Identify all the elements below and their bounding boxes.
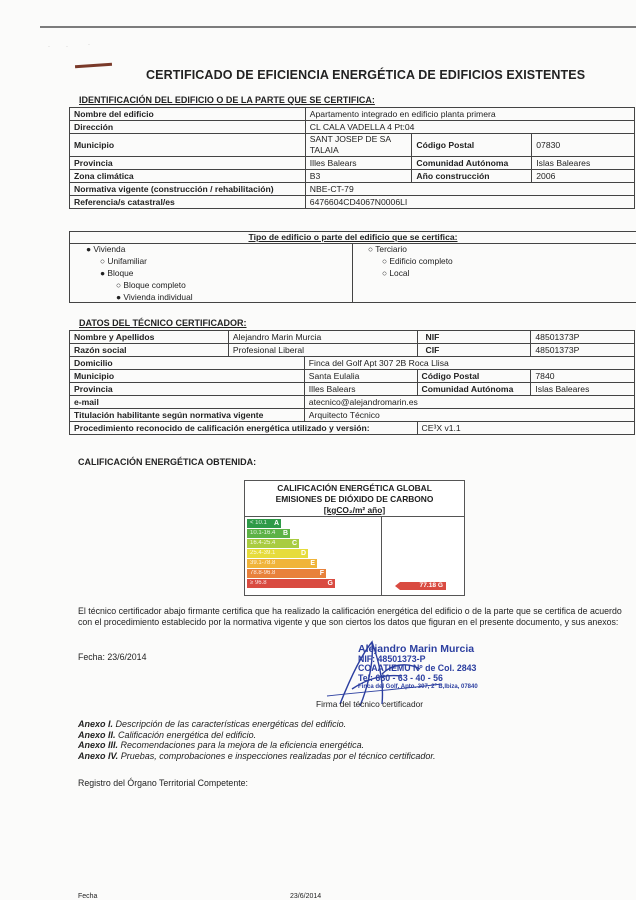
- option-label: Terciario: [375, 244, 407, 254]
- energy-bar-range: < 10.1: [250, 520, 267, 526]
- tipo-edificio-box: [69, 231, 636, 303]
- energy-bar-letter: A: [273, 520, 279, 527]
- provincia-value: Illes Balears: [304, 383, 417, 396]
- direccion-label: Dirección: [70, 121, 306, 134]
- declaracion-text: El técnico certificador abajo firmante certifica que ha realizado la calificación energética del edificio o de la parte que se certifica de acuerdo con el procedimiento establecido por la normativa vigente y que son ciertos los datos que figuran en el presente documento, y sus anexos:: [78, 606, 622, 627]
- energy-bar-letter: E: [310, 560, 315, 567]
- energy-bar-letter: C: [291, 540, 297, 547]
- filled-bullet-icon: ●: [86, 244, 94, 254]
- option-label: Edificio completo: [389, 256, 453, 266]
- stamp-colegiado: COAATIEMU Nº de Col. 2843: [358, 663, 477, 673]
- option-bloque[interactable]: [100, 268, 133, 278]
- municipio-label: Municipio: [70, 134, 306, 157]
- table-row: [70, 108, 635, 121]
- scan-speck: ·: [66, 44, 68, 50]
- option-bloque-completo[interactable]: [116, 280, 186, 290]
- provincia-label: Provincia: [70, 157, 306, 170]
- list-item: [78, 740, 436, 751]
- nombre-value: Apartamento integrado en edificio planta primera: [305, 108, 634, 121]
- option-label: Unifamiliar: [107, 256, 147, 266]
- energy-bar-letter: B: [282, 530, 288, 537]
- energy-bar-a: [247, 519, 281, 528]
- divider: [70, 243, 636, 244]
- razon-value: Profesional Liberal: [228, 344, 417, 357]
- energy-bar-range: 78.8-96.8: [250, 570, 276, 576]
- energy-bar-letter: F: [319, 570, 324, 577]
- anexo-title: Anexo IV.: [78, 750, 119, 761]
- scan-speck: ·: [48, 44, 50, 50]
- identificacion-table: [69, 107, 635, 209]
- table-row: [70, 370, 635, 383]
- zona-value: B3: [305, 170, 412, 183]
- table-row: [70, 331, 635, 344]
- cif-label: CIF: [417, 344, 531, 357]
- empty-bullet-icon: ○: [100, 256, 108, 266]
- table-row: [70, 170, 635, 183]
- energy-bar-range: 25.4-39.1: [250, 550, 276, 556]
- identificacion-heading: IDENTIFICACIÓN DEL EDIFICIO O DE LA PARTE QUE SE CERTIFICA:: [79, 95, 375, 105]
- table-row: [70, 357, 635, 370]
- option-local[interactable]: [382, 268, 409, 278]
- empty-bullet-icon: ○: [382, 268, 390, 278]
- anexo-text: Calificación energética del edificio.: [118, 729, 257, 740]
- firma-label: Firma del técnico certificador: [316, 699, 424, 709]
- energy-bar-letter: D: [300, 550, 306, 557]
- rating-arrow: 77.18 G: [400, 582, 446, 590]
- table-row: [70, 409, 635, 422]
- provincia-label: Provincia: [70, 383, 305, 396]
- list-item: [78, 719, 436, 730]
- provincia-value: Illes Balears: [305, 157, 412, 170]
- anexo-text: Pruebas, comprobaciones e inspecciones realizadas por el técnico certificador.: [120, 750, 436, 761]
- energy-label: [244, 480, 465, 596]
- anexos-list: [78, 719, 436, 761]
- cp-value: 7840: [531, 370, 635, 383]
- stamp-nif: NIF: 48501373-P: [358, 653, 426, 664]
- filled-bullet-icon: ●: [100, 268, 108, 278]
- catastral-value: 6476604CD4067N0006LI: [305, 196, 634, 209]
- cp-label: Código Postal: [417, 370, 531, 383]
- stamp-direccion: Finca del Golf, Apto. 307, 2º B,Ibiza, 07840: [358, 684, 478, 690]
- table-row: [70, 383, 635, 396]
- table-row: [70, 196, 635, 209]
- divider: [352, 244, 353, 302]
- stamp-telefono: Tel: 680 - 63 - 40 - 56: [358, 672, 443, 683]
- titulacion-label: Titulación habilitante según normativa vigente: [70, 409, 305, 422]
- document-title: CERTIFICADO DE EFICIENCIA ENERGÉTICA DE EDIFICIOS EXISTENTES: [146, 68, 586, 82]
- table-row: [70, 344, 635, 357]
- energy-bar-d: [247, 549, 308, 558]
- option-label: Vivienda individual: [123, 292, 193, 302]
- sello-tecnico: [358, 645, 478, 693]
- table-row: [70, 396, 635, 409]
- list-item: [78, 751, 436, 762]
- ca-label: Comunidad Autónoma: [412, 157, 532, 170]
- option-terciario[interactable]: [368, 244, 407, 254]
- empty-bullet-icon: ○: [382, 256, 390, 266]
- energy-bar-range: 10.1-16.4: [250, 530, 276, 536]
- anio-value: 2006: [532, 170, 635, 183]
- ca-value: Islas Baleares: [532, 157, 635, 170]
- option-vivienda[interactable]: [86, 244, 125, 254]
- energy-label-header: [245, 481, 464, 517]
- registro-text: Registro del Órgano Territorial Competente:: [78, 778, 248, 788]
- razon-label: Razón social: [70, 344, 229, 357]
- catastral-label: Referencia/s catastral/es: [70, 196, 306, 209]
- tipo-heading: Tipo de edificio o parte del edificio que se certifica:: [248, 232, 458, 242]
- domicilio-label: Domicilio: [70, 357, 305, 370]
- municipio-label: Municipio: [70, 370, 305, 383]
- domicilio-value: Finca del Golf Apt 307 2B Roca Llisa: [304, 357, 634, 370]
- option-vivienda-individual[interactable]: [116, 292, 193, 302]
- anexo-title: Anexo III.: [78, 740, 119, 750]
- filled-bullet-icon: ●: [116, 292, 124, 302]
- procedimiento-label: Procedimiento reconocido de calificación energética utilizado y versión:: [70, 422, 418, 435]
- ca-value: Islas Baleares: [531, 383, 635, 396]
- empty-bullet-icon: ○: [116, 280, 124, 290]
- scan-speck: ·: [88, 42, 90, 48]
- nombre-value: Alejandro Marin Murcia: [228, 331, 417, 344]
- fecha-text: Fecha: 23/6/2014: [78, 652, 147, 662]
- table-row: [70, 422, 635, 435]
- table-row: [70, 157, 635, 170]
- tecnico-table: [69, 330, 635, 435]
- anexo-title: Anexo II.: [78, 729, 116, 740]
- table-row: [70, 183, 635, 196]
- nif-value: 48501373P: [531, 331, 635, 344]
- energy-bar-b: [247, 529, 290, 538]
- municipio-value: Santa Eulalia: [304, 370, 417, 383]
- stamp-name: Alejandro Marin Murcia: [358, 643, 475, 655]
- top-rule: [40, 26, 636, 28]
- energy-bar-range: ≥ 96.8: [250, 580, 267, 586]
- cif-value: 48501373P: [531, 344, 635, 357]
- tecnico-heading: DATOS DEL TÉCNICO CERTIFICADOR:: [79, 318, 247, 328]
- empty-bullet-icon: ○: [368, 244, 376, 254]
- energy-label-line1: CALIFICACIÓN ENERGÉTICA GLOBAL: [277, 483, 432, 493]
- option-unifamiliar[interactable]: [100, 256, 147, 266]
- titulacion-value: Arquitecto Técnico: [304, 409, 634, 422]
- anio-label: Año construcción: [412, 170, 532, 183]
- energy-bar-f: [247, 569, 326, 578]
- zona-label: Zona climática: [70, 170, 306, 183]
- energy-bar-range: 39.1-78.8: [250, 560, 276, 566]
- nombre-label: Nombre y Apellidos: [70, 331, 229, 344]
- anexo-title: Anexo I.: [78, 719, 114, 729]
- nombre-label: Nombre del edificio: [70, 108, 306, 121]
- option-label: Vivienda: [93, 244, 126, 254]
- cp-value: 07830: [532, 134, 635, 157]
- table-row: [70, 121, 635, 134]
- cp-label: Código Postal: [412, 134, 532, 157]
- option-label: Bloque: [107, 268, 134, 278]
- calificacion-heading: CALIFICACIÓN ENERGÉTICA OBTENIDA:: [78, 457, 257, 467]
- footer-fecha-value: 23/6/2014: [290, 893, 322, 900]
- footer-fecha-label: Fecha: [78, 893, 98, 900]
- normativa-label: Normativa vigente (construcción / rehabilitación): [70, 183, 306, 196]
- pen-mark: [75, 63, 112, 69]
- energy-bar-c: [247, 539, 299, 548]
- normativa-value: NBE-CT-79: [305, 183, 634, 196]
- anexo-text: Recomendaciones para la mejora de la eficiencia energética.: [120, 740, 365, 750]
- table-row: [70, 134, 635, 157]
- option-label: Local: [389, 268, 410, 278]
- energy-label-units: [kgCO₂/m² año]: [323, 505, 386, 515]
- divider: [381, 517, 382, 595]
- list-item: [78, 730, 436, 741]
- email-label: e-mail: [70, 396, 305, 409]
- option-edificio-completo[interactable]: [382, 256, 453, 266]
- municipio-value: SANT JOSEP DE SA TALAIA: [305, 134, 412, 157]
- energy-bar-g: [247, 579, 335, 588]
- energy-label-line2: EMISIONES DE DIÓXIDO DE CARBONO: [275, 494, 434, 504]
- nif-label: NIF: [417, 331, 531, 344]
- direccion-value: CL CALA VADELLA 4 Pt:04: [305, 121, 634, 134]
- energy-bar-range: 16.4-25.4: [250, 540, 276, 546]
- email-value: atecnico@alejandromarin.es: [304, 396, 634, 409]
- ca-label: Comunidad Autónoma: [417, 383, 531, 396]
- energy-bar-letter: G: [327, 580, 333, 587]
- energy-bar-e: [247, 559, 317, 568]
- procedimiento-value: CE³X v1.1: [417, 422, 634, 435]
- option-label: Bloque completo: [123, 280, 186, 290]
- anexo-text: Descripción de las características energéticas del edificio.: [115, 719, 347, 729]
